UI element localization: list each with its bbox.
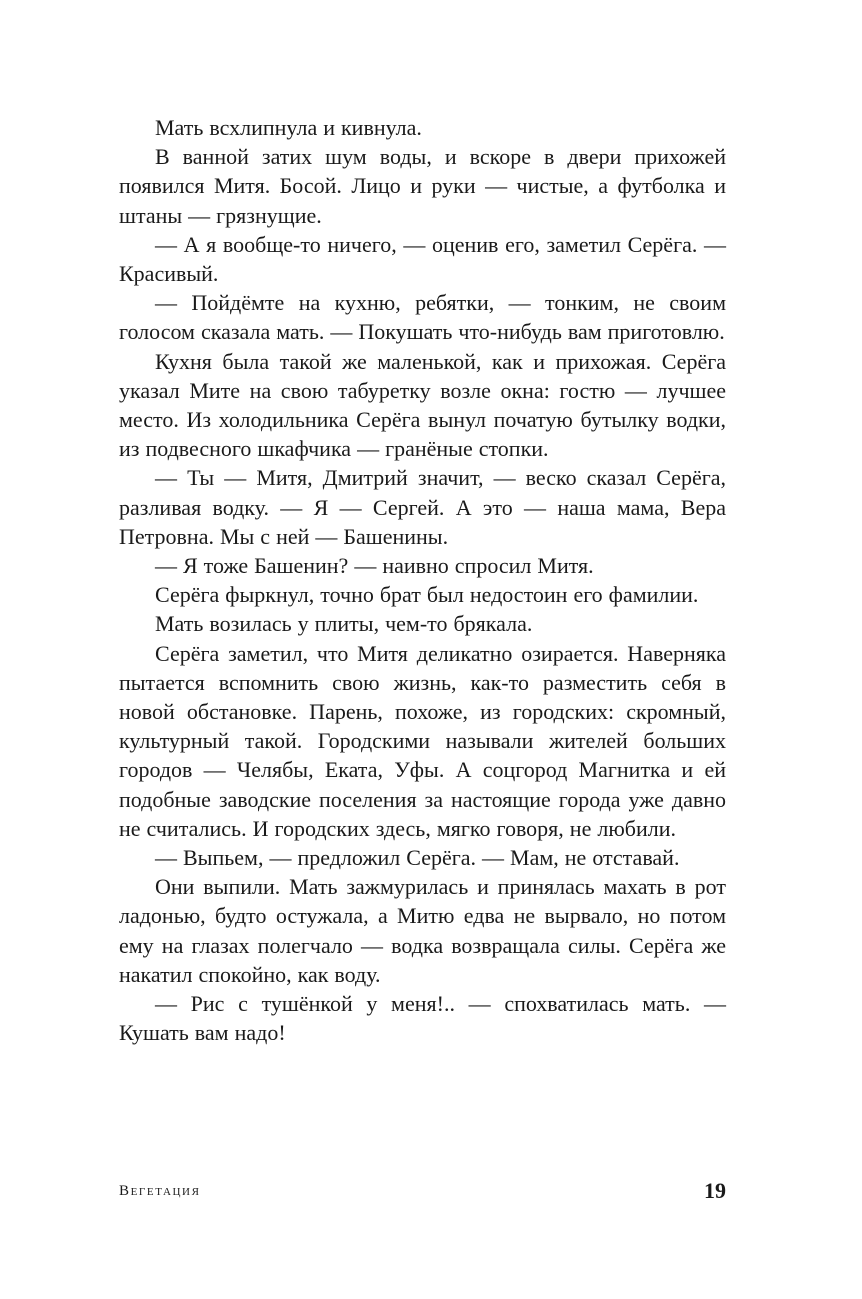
paragraph-1: Мать всхлипнула и кивнула. [155,115,422,140]
paragraph-6: — Ты — Митя, Дмитрий значит, — веско сказал Серёга, разливая водку. — Я — Сергей. А это — наша мама, Вера Петровна. Мы с ней — Башенины. [119,465,726,549]
page-footer [119,1178,726,1204]
paragraph-4: — Пойдёмте на кухню, ребятки, — тонким, не своим голосом сказала мать. — Покушать что-нибудь вам приготовлю. [119,290,726,345]
paragraph-12: Они выпили. Мать зажмурилась и принялась махать в рот ладонью, будто остужала, а Митю едва не вырвало, но потом ему на глазах полегчало — водка возвращала силы. Серёга же накатил спокойно, как воду. [119,874,726,987]
paragraph-13: — Рис с тушёнкой у меня!.. — спохватилась мать. — Кушать вам надо! [119,991,726,1046]
paragraph-8: Серёга фыркнул, точно брат был недостоин его фамилии. [155,582,699,608]
paragraph-11: — Выпьем, — предложил Серёга. — Мам, не отставай. [155,845,680,871]
paragraph-3: — А я вообще-то ничего, — оценив его, заметил Серёга. — Красивый. [119,231,726,287]
body-text [119,113,726,1048]
paragraph-2: В ванной затих шум воды, и вскоре в двери прихожей появился Митя. Босой. Лицо и руки — чистые, а футболка и штаны — грязнущие. [119,144,726,228]
running-title: Вегетация [119,1183,201,1199]
paragraph-7: — Я тоже Башенин? — наивно спросил Митя. [155,553,594,579]
page-number: 19 [704,1178,726,1203]
paragraph-9: Мать возилась у плиты, чем-то брякала. [155,611,533,637]
paragraph-10: Серёга заметил, что Митя деликатно озирается. Наверняка пытается вспомнить свою жизнь, как-то разместить себя в новой обстановке. Парень, похоже, из городских: скромный, культурный такой. Городскими называли жителей больших городов — Челябы, Еката, Уфы. А соцгород Магнитка и ей подобные заводские поселения за настоящие города уже давно не считались. И городских здесь, мягко говоря, не любили. [119,640,726,841]
paragraph-5: Кухня была такой же маленькой, как и прихожая. Серёга указал Мите на свою табуретку возле окна: гостю — лучшее место. Из холодильника Серёга вынул початую бутылку водки, из подвесного шкафчика — гранёные стопки. [119,348,726,462]
